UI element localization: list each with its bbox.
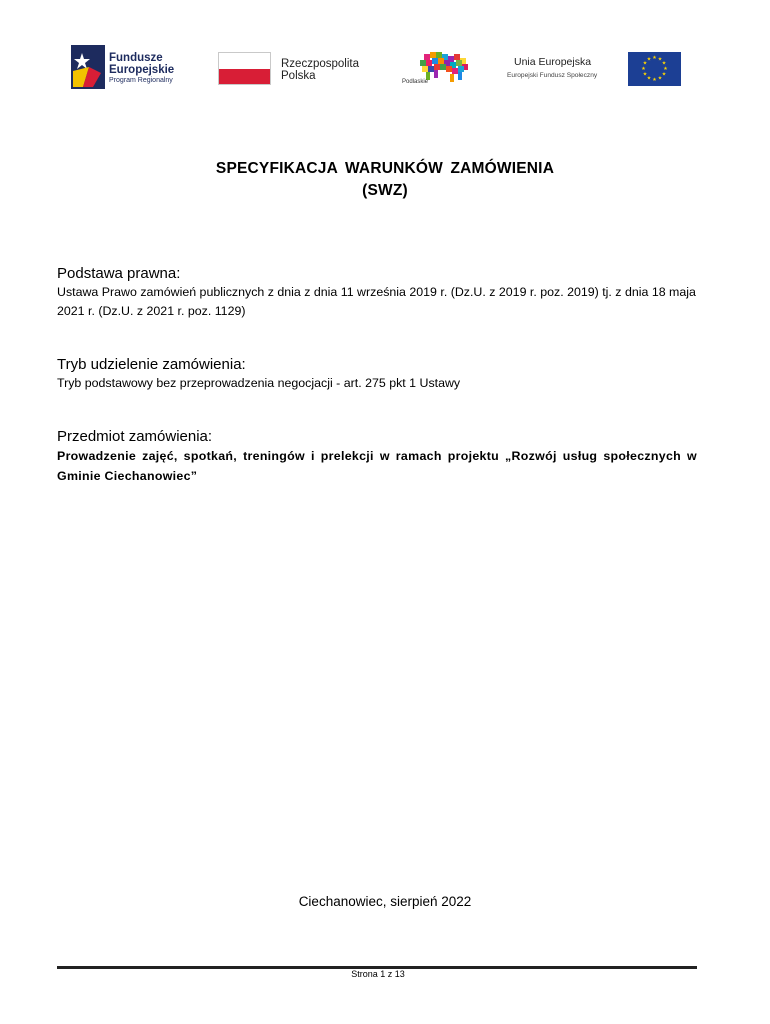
- subject-label: Przedmiot zamówienia:: [57, 428, 213, 445]
- subject-text: Prowadzenie zajęć, spotkań, treningów i prelekcji w ramach projektu „Rozwój usług społecznych w Gminie Ciechanowiec”: [57, 449, 697, 483]
- svg-text:★: ★: [657, 56, 663, 63]
- procedure-text: Tryb podstawowy bez przeprowadzenia negocjacji - art. 275 pkt 1 Ustawy: [57, 376, 461, 390]
- fundusze-europejskie-logo: [71, 45, 191, 89]
- rp-line1: Rzeczpospolita: [281, 58, 359, 70]
- eu-flag-icon: [628, 52, 681, 86]
- legal-basis-section: [57, 265, 697, 321]
- svg-text:★: ★: [652, 55, 657, 61]
- svg-text:★: ★: [663, 66, 668, 72]
- svg-text:★: ★: [652, 77, 657, 83]
- svg-text:★: ★: [642, 60, 648, 67]
- procedure-section: [57, 356, 697, 393]
- legal-basis-label: Podstawa prawna:: [57, 265, 181, 282]
- subject-section: [57, 428, 697, 486]
- svg-text:★: ★: [646, 56, 652, 63]
- polish-flag-icon: [218, 52, 271, 85]
- procedure-label: Tryb udzielenie zamówienia:: [57, 356, 246, 373]
- rp-line2: Polska: [281, 70, 316, 82]
- podlaskie-logo: [402, 50, 476, 90]
- unia-europejska-logo: [505, 52, 685, 86]
- document-title: [0, 158, 770, 202]
- svg-text:★: ★: [646, 75, 652, 82]
- ue-line2: Europejski Fundusz Społeczny: [507, 72, 598, 79]
- svg-text:★: ★: [657, 75, 663, 82]
- fundusze-europejskie-emblem-icon: [71, 45, 105, 89]
- rzeczpospolita-polska-logo: [218, 52, 378, 86]
- svg-text:★: ★: [661, 60, 667, 67]
- svg-text:★: ★: [642, 71, 648, 78]
- place-and-date: Ciechanowiec, sierpień 2022: [298, 894, 472, 909]
- svg-text:★: ★: [641, 66, 646, 72]
- fe-line1: Fundusze: [109, 52, 163, 64]
- title-line2: (SWZ): [362, 182, 408, 199]
- header-logos: [0, 0, 770, 100]
- ue-line1: Unia Europejska: [514, 56, 592, 68]
- title-line1: SPECYFIKACJA WARUNKÓW ZAMÓWIENIA: [215, 160, 555, 177]
- legal-basis-text: Ustawa Prawo zamówień publicznych z dnia z dnia 11 września 2019 r. (Dz.U. z 2019 r. poz. 2019) tj. z dnia 18 maja 2021 r. (Dz.U. z 2021 r. poz. 1129): [57, 285, 696, 318]
- svg-text:★: ★: [661, 71, 667, 78]
- fe-line2: Europejskie: [109, 64, 175, 76]
- page-number: Strona 1 z 13: [351, 969, 405, 979]
- fe-line3: Program Regionalny: [109, 77, 173, 84]
- podlaskie-label: Podlaskie: [402, 79, 429, 85]
